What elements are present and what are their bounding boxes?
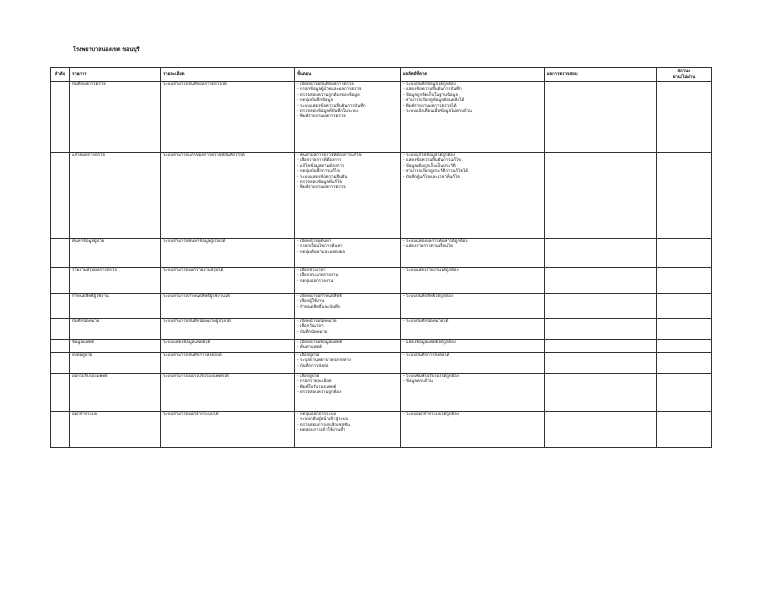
table-row (51, 268, 712, 294)
row-no-cell (51, 82, 70, 153)
column-header-steps: ขั้นตอน (295, 68, 401, 82)
row-detail-cell: ระบบสามารถออกจากระบบได้ (161, 412, 295, 448)
row-result-cell (545, 82, 657, 153)
row-item-cell: บันทึกนัดหมาย (70, 319, 161, 340)
table-row (51, 294, 712, 319)
row-steps-cell: - เลือกผู้ป่วย - กรอกรายละเอียด - พิมพ์ใบรับรองแพทย์ - ตรวจสอบความถูกต้อง (295, 374, 401, 412)
row-item-cell: รายงานสรุปผลการตรวจ (70, 268, 161, 294)
row-no-cell (51, 374, 70, 412)
row-result-cell (545, 239, 657, 268)
row-item-cell: ออกจากระบบ (70, 412, 161, 448)
test-case-table (50, 67, 712, 448)
row-result-cell (545, 353, 657, 374)
row-status-cell (657, 353, 712, 374)
row-result-cell (545, 319, 657, 340)
table-row (51, 319, 712, 340)
column-header-item: รายการ (70, 68, 161, 82)
row-no-cell (51, 319, 70, 340)
row-detail-cell: ระบบสามารถบันทึกผลการตรวจได้ (161, 82, 295, 153)
row-status-cell (657, 239, 712, 268)
table-row (51, 82, 712, 153)
column-header-no: ลำดับ (51, 68, 70, 82)
row-expected-cell: - ระบบพิมพ์ใบรับรองได้ถูกต้อง - ข้อมูลครบถ้วน (401, 374, 545, 412)
row-item-cell: ออกใบรับรองแพทย์ (70, 374, 161, 412)
row-detail-cell: ระบบสามารถบันทึกนัดหมายผู้ป่วยได้ (161, 319, 295, 340)
row-steps-cell: - เลือกช่วงเวลา - เลือกประเภทรายงาน - กดปุ่มออกรายงาน (295, 268, 401, 294)
row-item-cell: ข้อมูลแพทย์ (70, 340, 161, 353)
row-steps-cell: - เปิดหน้าจอบันทึกผลการตรวจ - กรอกข้อมูลผู้ป่วยและผลการตรวจ - ตรวจสอบความถูกต้องของข้อมูล - กดปุ่มบันทึกข้อมูล - ระบบแสดงข้อความยืนยันการบันทึก - ตรวจสอบข้อมูลที่บันทึกในระบบ - พิมพ์รายงานผลการตรวจ (295, 82, 401, 153)
column-header-result: ผลการตรวจสอบ (545, 68, 657, 82)
row-item-cell: บันทึกผลการตรวจ (70, 82, 161, 153)
row-status-cell (657, 340, 712, 353)
row-no-cell (51, 294, 70, 319)
row-status-cell (657, 319, 712, 340)
row-result-cell (545, 340, 657, 353)
row-item-cell: ส่งต่อผู้ป่วย (70, 353, 161, 374)
row-detail-cell: ระบบสามารถกำหนดสิทธิ์ผู้ใช้งานได้ (161, 294, 295, 319)
row-expected-cell: - ระบบบันทึกสิทธิ์ได้ถูกต้อง (401, 294, 545, 319)
row-expected-cell: - ระบบบันทึกข้อมูลได้ถูกต้อง - แสดงข้อความยืนยันการบันทึก - ข้อมูลถูกจัดเก็บในฐานข้อมูล - สามารถเรียกดูข้อมูลย้อนหลังได้ - พิมพ์รายงานผลการตรวจได้ - ระบบแจ้งเตือนเมื่อข้อมูลไม่ครบถ้วน (401, 82, 545, 153)
table-row (51, 340, 712, 353)
row-detail-cell: ระบบสามารถออกรายงานสรุปได้ (161, 268, 295, 294)
row-steps-cell: - เปิดหน้าจอนัดหมาย - เลือกวันเวลา - บันทึกนัดหมาย (295, 319, 401, 340)
row-no-cell (51, 340, 70, 353)
row-item-cell: แก้ไขผลการตรวจ (70, 153, 161, 239)
row-status-cell (657, 82, 712, 153)
row-expected-cell: - ระบบแสดงรายงานได้ถูกต้อง (401, 268, 545, 294)
page-title: โรงพยาบาลนองเขต ขอนบุรี (73, 47, 140, 53)
table-row (51, 153, 712, 239)
row-no-cell (51, 268, 70, 294)
row-result-cell (545, 153, 657, 239)
row-status-cell (657, 153, 712, 239)
row-no-cell (51, 153, 70, 239)
row-result-cell (545, 294, 657, 319)
row-expected-cell: - แสดงข้อมูลแพทย์ได้ถูกต้อง (401, 340, 545, 353)
row-steps-cell: - กดปุ่มออกจากระบบ - ระบบกลับสู่หน้าเข้าสู่ระบบ - ตรวจสอบการยกเลิกเซสชัน - ทดสอบการเข้าใช้งานซ้ำ (295, 412, 401, 448)
table-header-row (51, 68, 712, 82)
column-header-detail: รายละเอียด (161, 68, 295, 82)
row-detail-cell: ระบบสามารถบันทึกการส่งต่อได้ (161, 353, 295, 374)
row-result-cell (545, 268, 657, 294)
row-no-cell (51, 412, 70, 448)
table-row (51, 353, 712, 374)
row-status-cell (657, 412, 712, 448)
row-status-cell (657, 294, 712, 319)
row-expected-cell: - ระบบออกจากระบบได้ถูกต้อง (401, 412, 545, 448)
row-expected-cell: - ระบบบันทึกการส่งต่อได้ (401, 353, 545, 374)
row-no-cell (51, 239, 70, 268)
row-steps-cell: - เปิดหน้าจอค้นหา - กรอกเงื่อนไขการค้นหา - กดปุ่มค้นหาและแสดงผล (295, 239, 401, 268)
column-header-status: สถานะ ผ่าน/ไม่ผ่าน (657, 68, 712, 82)
row-detail-cell: ระบบสามารถออกใบรับรองแพทย์ได้ (161, 374, 295, 412)
row-no-cell (51, 353, 70, 374)
row-detail-cell: ระบบแสดงข้อมูลแพทย์ได้ (161, 340, 295, 353)
row-detail-cell: ระบบสามารถแก้ไขผลการตรวจที่บันทึกไว้ได้ (161, 153, 295, 239)
row-item-cell: กำหนดสิทธิ์ผู้ใช้งาน (70, 294, 161, 319)
table-row (51, 412, 712, 448)
row-result-cell (545, 374, 657, 412)
row-steps-cell: - เปิดหน้าจอกำหนดสิทธิ์ - เลือกผู้ใช้งาน - กำหนดสิทธิ์และบันทึก (295, 294, 401, 319)
column-header-expected: ผลลัพธ์ที่คาด (401, 68, 545, 82)
table-row (51, 374, 712, 412)
row-status-cell (657, 268, 712, 294)
row-item-cell: ค้นหาข้อมูลผู้ป่วย (70, 239, 161, 268)
row-steps-cell: - เลือกผู้ป่วย - ระบุสถานพยาบาลปลายทาง - บันทึกการส่งต่อ (295, 353, 401, 374)
row-status-cell (657, 374, 712, 412)
table-row (51, 239, 712, 268)
row-result-cell (545, 412, 657, 448)
row-steps-cell: - เปิดหน้าจอข้อมูลแพทย์ - ค้นหาแพทย์ (295, 340, 401, 353)
row-expected-cell: - ระบบแก้ไขข้อมูลได้ถูกต้อง - แสดงข้อความยืนยันการแก้ไข - ข้อมูลเดิมถูกเก็บเป็นประวัติ - สามารถเรียกดูประวัติการแก้ไขได้ - บันทึกผู้แก้ไขและเวลาที่แก้ไข (401, 153, 545, 239)
row-expected-cell: - ระบบแสดงผลการค้นหาได้ถูกต้อง - แสดงรายการตามเงื่อนไข (401, 239, 545, 268)
row-detail-cell: ระบบสามารถค้นหาข้อมูลผู้ป่วยได้ (161, 239, 295, 268)
row-steps-cell: - ค้นหาผลการตรวจที่ต้องการแก้ไข - เลือกรายการที่ต้องการ - แก้ไขข้อมูลตามต้องการ - กดปุ่มบันทึกการแก้ไข - ระบบแสดงข้อความยืนยัน - ตรวจสอบข้อมูลที่แก้ไข - พิมพ์รายงานผลการตรวจ (295, 153, 401, 239)
row-expected-cell: - ระบบบันทึกนัดหมายได้ (401, 319, 545, 340)
